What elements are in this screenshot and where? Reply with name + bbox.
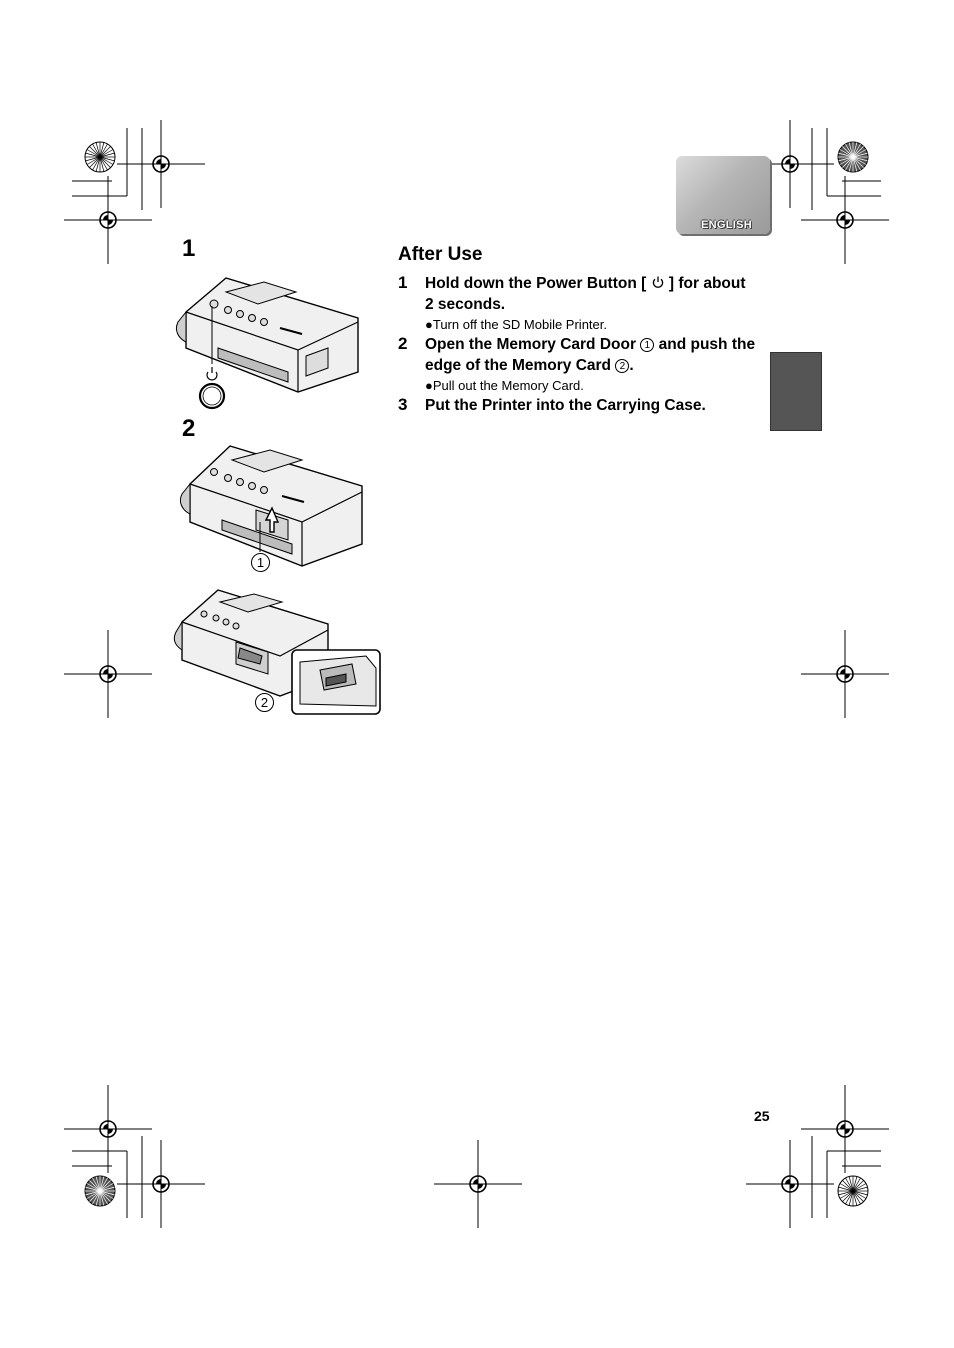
printer-card-door-illustration [182,440,368,572]
callout-marker-inline-2: 2 [615,359,629,373]
language-tab [676,156,770,234]
step-heading: Put the Printer into the Carrying Case. [425,397,706,414]
step-note [425,377,758,395]
step-heading [425,273,758,315]
registration-mark-icon [85,142,115,172]
power-icon [651,275,665,289]
bullet-icon: ● [425,317,433,332]
printer-power-illustration [178,272,368,412]
registration-mark-icon [838,142,868,172]
section-index-tab [770,352,822,431]
language-tab-label: ENGLISH [701,219,752,231]
step-number: 3 [398,395,408,414]
step-number: 2 [398,334,408,353]
step-heading-text: ] for about 2 seconds. [425,275,746,313]
instruction-step-2 [398,334,758,395]
registration-mark-icon [117,1140,205,1228]
memory-card-removal-illustration [176,586,384,716]
step-heading-text: Open the Memory Card Door [425,336,636,353]
step-heading-text: and push the edge of the Memory Card [425,336,756,374]
step-note-text: Turn off the SD Mobile Printer. [432,317,607,332]
registration-mark-icon [801,630,889,718]
registration-mark-icon [117,120,205,208]
illustration-step-2-label: 2 [182,415,196,442]
registration-mark-icon [838,1176,868,1206]
callout-marker-2: 2 [255,693,274,712]
registration-mark-icon [801,1085,889,1173]
illustration-step-1-label: 1 [182,235,196,262]
step-heading-text: . [629,357,634,374]
registration-mark-icon [746,1140,834,1228]
step-note-text: Pull out the Memory Card. [432,378,584,393]
registration-mark-icon [801,176,889,264]
registration-mark-icon [85,1176,115,1206]
step-number: 1 [398,273,408,292]
registration-mark-icon [64,1085,152,1173]
step-note [425,316,758,334]
registration-mark-icon [64,630,152,718]
instruction-step-1 [398,273,758,334]
page-number: 25 [754,1108,770,1124]
bullet-icon: ● [425,378,433,393]
instruction-step-3 [398,395,758,416]
section-title: After Use [398,244,483,265]
step-heading-text: Hold down the Power Button [ [425,275,647,292]
callout-marker-1: 1 [251,553,270,572]
registration-mark-icon [434,1140,522,1228]
callout-marker-inline-1: 1 [640,338,654,352]
registration-mark-icon [64,176,152,264]
step-heading [425,334,758,376]
